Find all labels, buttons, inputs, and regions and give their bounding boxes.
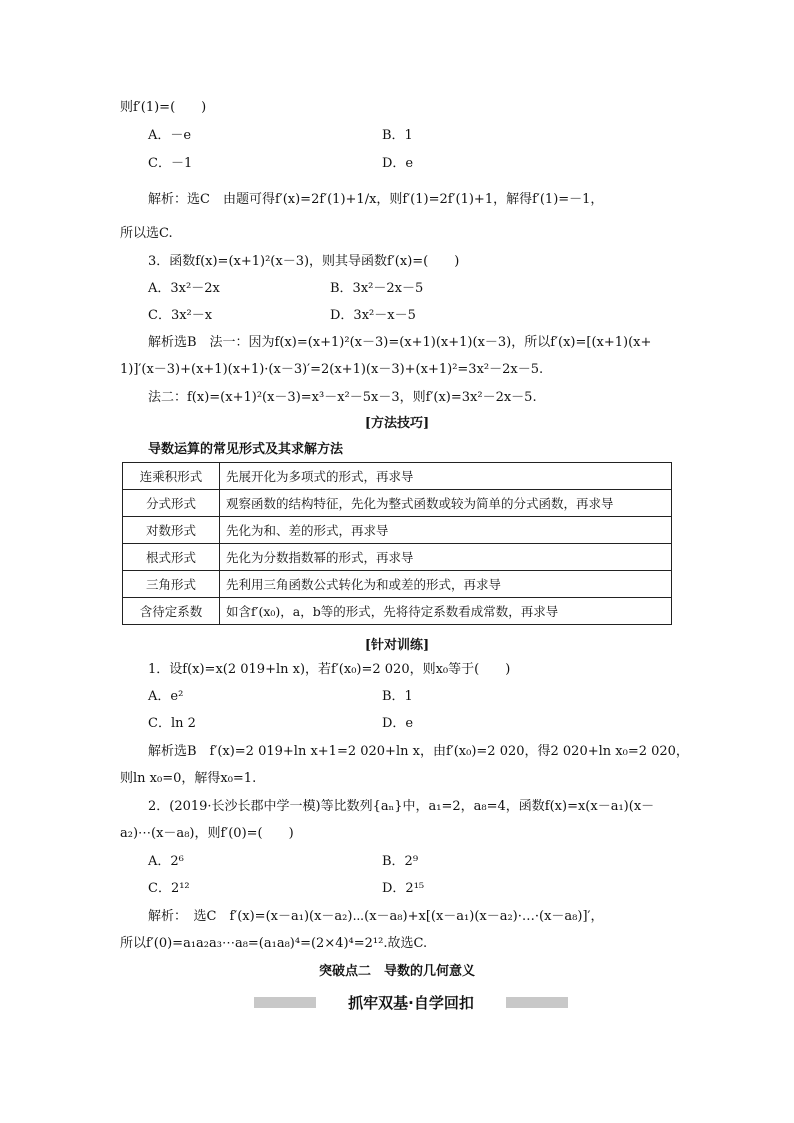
option-b: B．3x²－2x－5: [330, 281, 424, 296]
option-d: D．3x²－x－5: [330, 308, 416, 323]
row-key: 对数形式: [123, 517, 220, 544]
option-a: A．3x²－2x: [148, 281, 220, 296]
method-subtitle: 导数运算的常见形式及其求解方法: [148, 442, 344, 457]
section-heading: 突破点二 导数的几何意义: [318, 964, 475, 979]
training-question-1: 1．设f(x)=x(2 019+ln x)，若f′(x₀)=2 020，则x₀等于( ): [148, 662, 511, 677]
table-row: [123, 598, 672, 625]
row-key: 含待定系数: [123, 598, 220, 625]
table-row: [123, 463, 672, 490]
row-key: 连乘积形式: [123, 463, 220, 490]
solution-line: 法二：f(x)=(x+1)²(x－3)=x³－x²－5x－3，则f′(x)=3x²－2x－5.: [148, 390, 537, 405]
banner-bar-right: [506, 997, 568, 1008]
table-row: [123, 571, 672, 598]
training-question-2-cont: a₂)⋯(x－a₈)，则f′(0)=( ): [120, 826, 294, 841]
option-a: A．2⁶: [148, 854, 184, 869]
banner: [254, 992, 568, 1012]
row-value: 如含f′(x₀)，a，b等的形式，先将待定系数看成常数，再求导: [220, 598, 672, 625]
question-tail: 则f′(1)=( ): [120, 100, 207, 115]
method-title: [方法技巧]: [364, 416, 430, 431]
row-key: 分式形式: [123, 490, 220, 517]
row-value: 先化为和、差的形式，再求导: [220, 517, 672, 544]
option-c: C．ln 2: [148, 716, 196, 731]
option-a: A．－e: [148, 128, 192, 143]
row-key: 三角形式: [123, 571, 220, 598]
row-value: 先利用三角函数公式转化为和或差的形式，再求导: [220, 571, 672, 598]
solution-line: 则ln x₀=0，解得x₀=1.: [120, 771, 257, 786]
question-3: 3．函数f(x)=(x+1)²(x－3)，则其导函数f′(x)=( ): [148, 254, 460, 269]
table-row: [123, 490, 672, 517]
training-question-2: 2．(2019·长沙长郡中学一模)等比数列{aₙ}中，a₁=2，a₈=4，函数f(x)=x(x－a₁)(x－: [148, 799, 655, 814]
option-c: C．3x²－x: [148, 308, 213, 323]
table-row: [123, 544, 672, 571]
option-c: C．2¹²: [148, 881, 190, 896]
option-c: C．－1: [148, 156, 193, 171]
option-a: A．e²: [148, 689, 184, 704]
row-value: 先化为分数指数幂的形式，再求导: [220, 544, 672, 571]
solution-line: 解析：选C 由题可得f′(x)=2f′(1)+1/x，则f′(1)=2f′(1)+1，解得f′(1)=－1，: [148, 192, 604, 207]
row-value: 先展开化为多项式的形式，再求导: [220, 463, 672, 490]
option-d: D．e: [382, 156, 414, 171]
option-d: D．e: [382, 716, 414, 731]
training-title: [针对训练]: [364, 638, 430, 653]
option-d: D．2¹⁵: [382, 881, 425, 896]
solution-line: 解析选B f′(x)=2 019+ln x+1=2 020+ln x，由f′(x₀)=2 020，得2 020+ln x₀=2 020，: [148, 744, 689, 759]
solution-line: 所以f′(0)=a₁a₂a₃⋯a₈=(a₁a₈)⁴=(2×4)⁴=2¹².故选C.: [120, 936, 428, 951]
solution-line: 解析选B 法一：因为f(x)=(x+1)²(x－3)=(x+1)(x+1)(x－3)，所以f′(x)=[(x+1)(x+: [148, 335, 652, 350]
solution-line: 所以选C.: [120, 226, 173, 241]
table-row: [123, 517, 672, 544]
method-table: [122, 462, 672, 625]
row-value: 观察函数的结构特征，先化为整式函数或较为简单的分式函数，再求导: [220, 490, 672, 517]
option-b: B．2⁹: [382, 854, 419, 869]
banner-text: 抓牢双基·自学回扣: [348, 994, 474, 1012]
option-b: B．1: [382, 689, 413, 704]
solution-line: 1)]′(x－3)+(x+1)(x+1)·(x－3)′=2(x+1)(x－3)+(x+1)²=3x²－2x－5.: [120, 362, 544, 377]
solution-line: 解析： 选C f′(x)=(x－a₁)(x－a₂)⋯(x－a₈)+x[(x－a₁)(x－a₂)·…·(x－a₈)]′，: [148, 909, 604, 924]
option-b: B．1: [382, 128, 413, 143]
row-key: 根式形式: [123, 544, 220, 571]
banner-bar-left: [254, 997, 316, 1008]
